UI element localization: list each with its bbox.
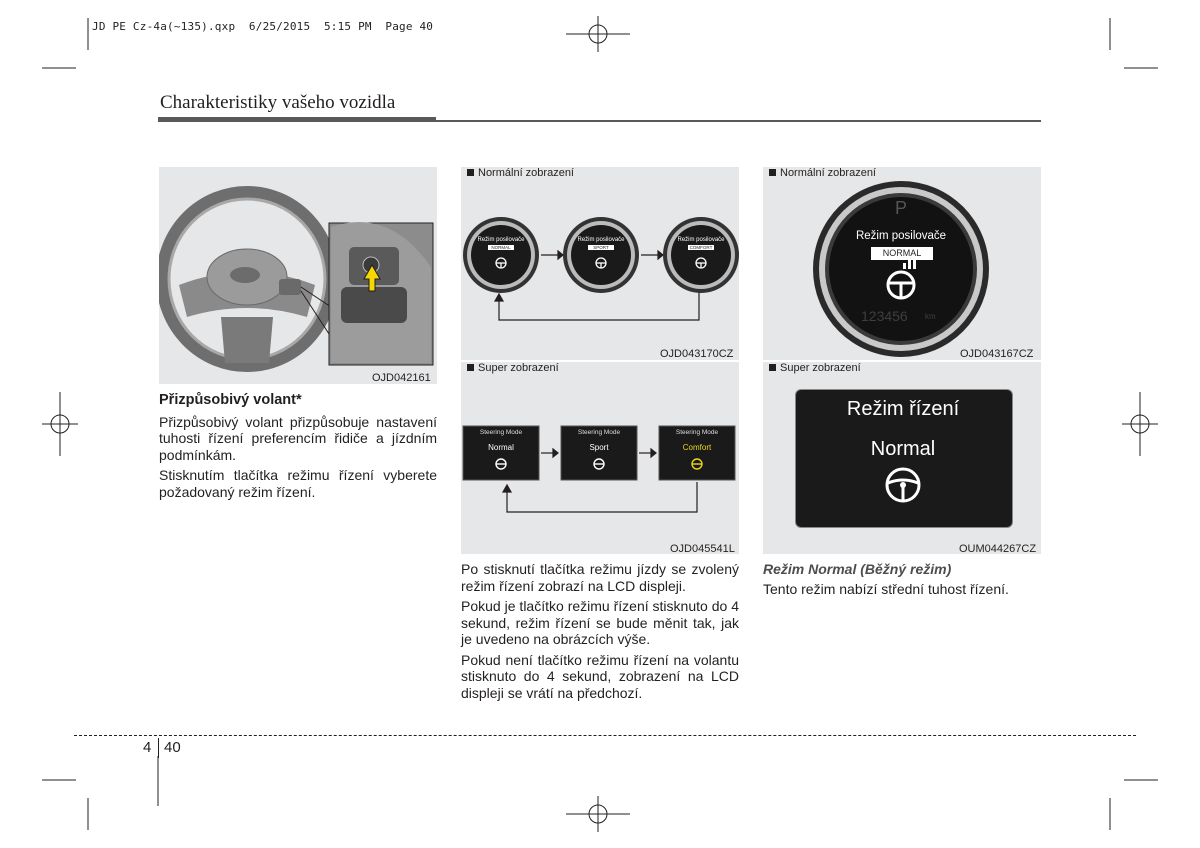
steering-icons bbox=[461, 167, 739, 360]
steering-wheel-illustration bbox=[159, 167, 437, 384]
gauge-title: Režim posilovače bbox=[677, 237, 725, 243]
section-heading: Přizpůsobivý volant* bbox=[159, 392, 302, 408]
page-divider bbox=[158, 738, 159, 758]
screen-title: Steering Mode bbox=[577, 429, 621, 436]
odometer-unit: km bbox=[925, 312, 936, 321]
screen-mode: Normal bbox=[870, 438, 936, 460]
large-screen-figure bbox=[763, 362, 1041, 554]
screen-title: Steering Mode bbox=[479, 429, 523, 436]
left-text bbox=[159, 392, 437, 504]
paragraph: Pokud je tlačítko režimu řízení stisknuto do 4 sekund, režim řízení se bude měnit tak, jak je uvedeno na obrázcích výše. bbox=[461, 598, 739, 647]
gear-indicator: P bbox=[894, 198, 907, 218]
screen-mode: Sport bbox=[589, 443, 609, 452]
gauge-mode: NORMAL bbox=[871, 247, 933, 260]
gauge-title: Režim posilovače bbox=[477, 237, 525, 243]
figure-code: OJD042161 bbox=[372, 372, 431, 384]
print-slug: JD PE Cz-4a(~135).qxp 6/25/2015 5:15 PM Page 40 bbox=[92, 20, 434, 33]
figure-code: OJD045541L bbox=[670, 543, 735, 555]
screen-mode: Comfort bbox=[682, 443, 712, 452]
super-view-figure bbox=[461, 362, 739, 554]
subheading: Režim Normal (Běžný režim) bbox=[763, 561, 952, 577]
gauge-mode: COMFORT bbox=[689, 245, 713, 250]
middle-text bbox=[461, 561, 739, 705]
figure-code: OJD043167CZ bbox=[960, 348, 1034, 360]
footer-rule bbox=[74, 735, 1136, 736]
chapter-number: 4 bbox=[143, 739, 152, 756]
figure-caption: Super zobrazení bbox=[769, 362, 861, 374]
steering-wheel-figure bbox=[159, 167, 437, 384]
paragraph: Po stisknutí tlačítka režimu jízdy se zvolený režim řízení zobrazí na LCD displeji. bbox=[461, 561, 739, 594]
section-title: Charakteristiky vašeho vozidla bbox=[160, 92, 396, 113]
title-rule-thin bbox=[436, 120, 1041, 122]
screen-title: Režim řízení bbox=[846, 398, 960, 420]
screen-mode: Normal bbox=[488, 443, 514, 452]
title-rule bbox=[158, 117, 436, 122]
screen-title: Steering Mode bbox=[675, 429, 719, 436]
gauge-mode: NORMAL bbox=[488, 245, 514, 250]
paragraph: Pokud není tlačítko režimu řízení na volantu stisknuto do 4 sekund, zobrazení na LCD displeji se vrátí na předchozí. bbox=[461, 651, 739, 701]
screen-sequence bbox=[461, 362, 739, 554]
paragraph: Přizpůsobivý volant přizpůsobuje nastavení tuhosti řízení preferencím řidiče a jízdním podmínkám. bbox=[159, 413, 437, 463]
large-gauge-figure bbox=[763, 167, 1041, 360]
figure-caption: Super zobrazení bbox=[467, 362, 559, 374]
paragraph: Stisknutím tlačítka režimu řízení vyberete požadovaný režim řízení. bbox=[159, 467, 437, 500]
figure-caption: Normální zobrazení bbox=[467, 167, 574, 179]
figure-caption: Normální zobrazení bbox=[769, 167, 876, 179]
large-gauge bbox=[763, 167, 1041, 360]
gauge-title: Režim posilovače bbox=[577, 237, 625, 243]
normal-view-figure bbox=[461, 167, 739, 360]
steering-wheel-icon bbox=[884, 466, 922, 504]
page-number: 40 bbox=[164, 739, 181, 756]
right-text bbox=[763, 561, 1041, 601]
gauge-mode: SPORT bbox=[588, 245, 614, 250]
bullet-square bbox=[769, 364, 776, 371]
paragraph: Tento režim nabízí střední tuhost řízení. bbox=[763, 580, 1009, 597]
figure-code: OUM044267CZ bbox=[959, 543, 1037, 555]
gauge-title: Režim posilovače bbox=[855, 230, 947, 242]
odometer: 123456 bbox=[861, 308, 908, 324]
figure-code: OJD043170CZ bbox=[660, 348, 734, 360]
